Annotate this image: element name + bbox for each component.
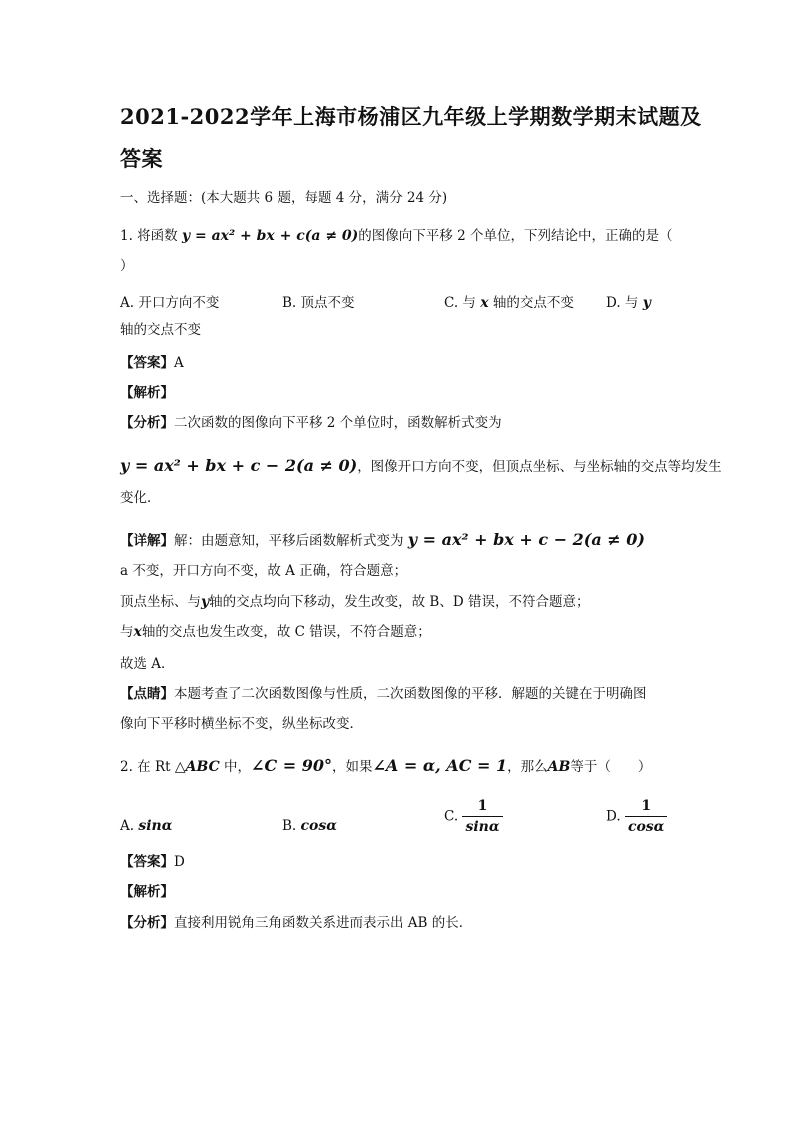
q1-option-b: B. 顶点不变 bbox=[282, 295, 355, 311]
q2-angle-c: ∠C = 90° bbox=[251, 756, 332, 775]
q2-fenxi bbox=[120, 913, 472, 933]
doc-title-line2: 答案 bbox=[120, 146, 163, 171]
q1-detail-line4: 故选 A． bbox=[120, 656, 175, 672]
q1-formula-tail: ，图像开口方向不变，但顶点坐标、与坐标轴的交点等均发生 bbox=[357, 459, 722, 475]
q1-option-c-prefix: C. 与 bbox=[444, 295, 476, 311]
q2-triangle: △ABC bbox=[174, 759, 220, 775]
q2-option-d-fraction bbox=[625, 796, 668, 837]
fenxi-text: 二次函数的图像向下平移 2 个单位时，函数解析式变为 bbox=[174, 415, 502, 431]
detail-line3-var: x bbox=[133, 624, 142, 640]
q1-formula-tail2: 变化． bbox=[120, 490, 161, 506]
answer-label: 【答案】 bbox=[120, 355, 174, 371]
q2-option-a-label: A. bbox=[120, 818, 135, 834]
q1-option-d-var: y bbox=[642, 295, 651, 311]
q1-analysis-label: 【解析】 bbox=[120, 385, 174, 401]
detail-line2-prefix: 顶点坐标、与 bbox=[120, 594, 201, 610]
q1-function-formula: y = ax² + bx + c(a ≠ 0) bbox=[181, 228, 359, 244]
q1-close-paren: ） bbox=[120, 258, 134, 274]
detail-line3-suffix: 轴的交点也发生改变，故 C 错误，不符合题意； bbox=[141, 624, 431, 640]
q1-detail bbox=[120, 530, 645, 551]
fenxi-text: 直接利用锐角三角函数关系进而表示出 AB 的长． bbox=[174, 915, 473, 931]
answer-value: D bbox=[174, 854, 185, 870]
q1-fenxi bbox=[120, 413, 502, 433]
q1-prefix: 1. 将函数 bbox=[120, 228, 178, 244]
q1-stem bbox=[120, 226, 672, 246]
q1-dianjing bbox=[120, 684, 647, 704]
q1-option-d-cont: 轴的交点不变 bbox=[120, 322, 201, 338]
q1-option-d bbox=[606, 293, 651, 313]
section-heading: 一、选择题：(本大题共 6 题，每题 4 分，满分 24 分) bbox=[120, 190, 448, 206]
q2-option-d-denominator: cosα bbox=[627, 819, 665, 835]
detail-line2-suffix: 轴的交点均向下移动，发生改变，故 B、D 错误，不符合题意； bbox=[209, 594, 590, 610]
q1-detail-line1: a 不变，开口方向不变，故 A 正确，符合题意； bbox=[120, 563, 408, 579]
q2-mid2: ，如果 bbox=[331, 759, 373, 775]
answer-value: A bbox=[174, 355, 184, 371]
answer-label: 【答案】 bbox=[120, 854, 174, 870]
detail-line2-var: y bbox=[201, 594, 210, 610]
q2-option-d-numerator: 1 bbox=[625, 796, 668, 817]
q1-dianjing2: 像向下平移时横坐标不变，纵坐标改变． bbox=[120, 716, 363, 732]
detail-line3-prefix: 与 bbox=[120, 624, 134, 640]
q1-answer bbox=[120, 353, 184, 373]
q2-mid: 中， bbox=[224, 759, 252, 775]
q2-stem bbox=[120, 756, 651, 777]
fenxi-label: 【分析】 bbox=[120, 915, 174, 931]
q1-suffix: 的图像向下平移 2 个单位，下列结论中，正确的是（ bbox=[358, 228, 673, 244]
q2-condition: ∠A = α, AC = 1 bbox=[372, 756, 508, 775]
fenxi-label: 【分析】 bbox=[120, 415, 174, 431]
q1-option-c bbox=[444, 293, 574, 313]
doc-title-line1: 2021-2022学年上海市杨浦区九年级上学期数学期末试题及 bbox=[120, 104, 702, 129]
q1-option-c-var: x bbox=[480, 295, 489, 311]
q2-ab: AB bbox=[547, 759, 571, 775]
q2-option-a-value: sinα bbox=[138, 818, 173, 834]
detail-text: 解：由题意知，平移后函数解析式变为 bbox=[174, 533, 404, 549]
q1-formula-line bbox=[120, 456, 722, 477]
q2-option-b-label: B. bbox=[282, 818, 297, 834]
q2-option-c-numerator: 1 bbox=[462, 796, 502, 817]
q2-option-c-fraction bbox=[462, 796, 502, 837]
q2-option-a bbox=[120, 816, 173, 836]
dianjing-label: 【点睛】 bbox=[120, 686, 174, 702]
q2-prefix: 2. 在 Rt bbox=[120, 759, 171, 775]
q2-option-b bbox=[282, 816, 337, 836]
q1-option-a: A. 开口方向不变 bbox=[120, 295, 220, 311]
q2-answer bbox=[120, 852, 185, 872]
detail-formula: y = ax² + bx + c − 2(a ≠ 0) bbox=[407, 530, 645, 549]
q1-option-c-suffix: 轴的交点不变 bbox=[492, 295, 574, 311]
q1-shifted-formula: y = ax² + bx + c − 2(a ≠ 0) bbox=[120, 456, 358, 475]
q2-mid3: ，那么 bbox=[507, 759, 548, 775]
q2-option-c-denominator: sinα bbox=[465, 819, 500, 835]
q1-detail-line2 bbox=[120, 592, 589, 612]
q2-analysis-label: 【解析】 bbox=[120, 884, 174, 900]
dianjing-text: 本题考查了二次函数图像与性质，二次函数图像的平移．解题的关键在于明确图 bbox=[174, 686, 647, 702]
q1-option-d-prefix: D. 与 bbox=[606, 295, 639, 311]
q2-option-c-label: C. bbox=[444, 808, 459, 825]
q2-suffix: 等于（ ） bbox=[570, 759, 652, 775]
detail-label: 【详解】 bbox=[120, 533, 174, 549]
q2-option-b-value: cosα bbox=[300, 818, 338, 834]
q2-option-d bbox=[606, 796, 667, 837]
q2-option-c bbox=[444, 796, 503, 837]
q1-detail-line3 bbox=[120, 622, 431, 642]
q2-option-d-label: D. bbox=[606, 808, 621, 825]
